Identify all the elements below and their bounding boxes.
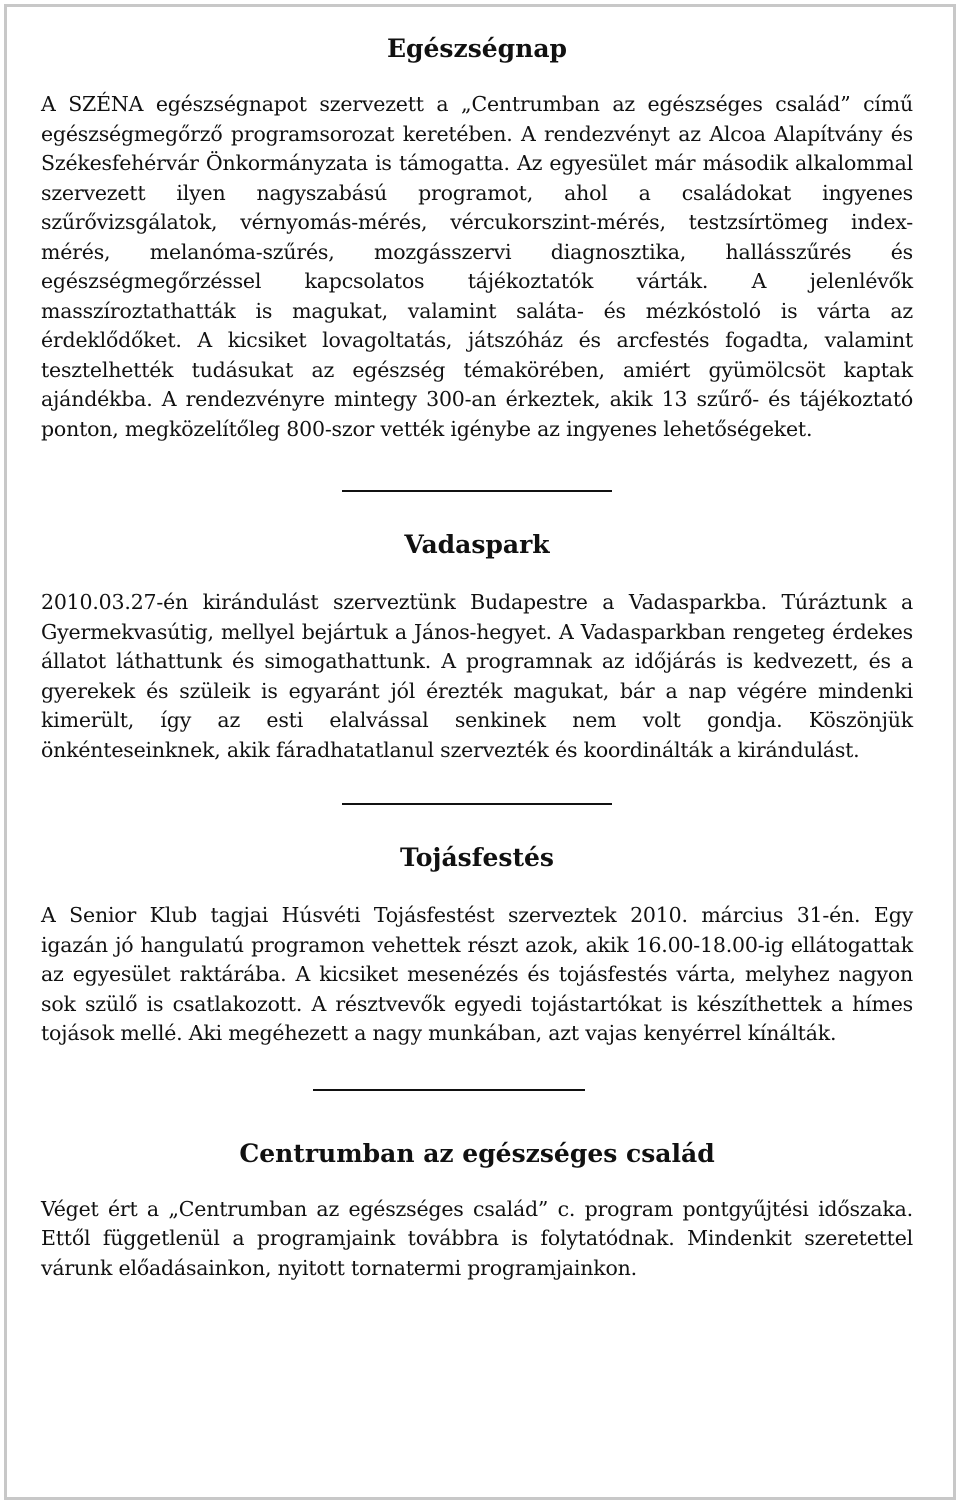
section-title-tojasfestes: Tojásfestés xyxy=(400,843,554,872)
section-title-egeszsegnap: Egészségnap xyxy=(386,34,568,63)
section-divider xyxy=(342,803,612,805)
section-body-tojasfestes: A Senior Klub tagjai Húsvéti Tojásfestést szerveztek 2010. március 31-én. Egy igazán jó hangulatú programon vehettek részt azok, akik 16.00-18.00-ig ellátogattak az egyesület raktárába. A kicsiket mesenézés és tojásfestés várta, melyhez nagyon sok szülő is csatlakozott. A résztvevők egyedi tojástartókat is készíthettek a hímes tojások mellé. Aki megéhezett a nagy munkában, azt vajas kenyérrel kínálták. xyxy=(41,903,913,1045)
section-title-vadaspark: Vadaspark xyxy=(404,530,550,559)
section-title-centrumban: Centrumban az egészséges család xyxy=(239,1138,715,1168)
section-body-centrumban: Véget ért a „Centrumban az egészséges család” c. program pontgyűjtési időszaka. Ettől függetlenül a programjaink továbbra is folytatódnak. Mindenkit szeretettel várunk előadásainkon, nyitott tornatermi programjainkon. xyxy=(41,1196,913,1280)
newsletter-content xyxy=(41,24,913,1283)
section-divider xyxy=(313,1089,585,1091)
section-body-vadaspark: 2010.03.27-én kirándulást szerveztünk Budapestre a Vadasparkba. Túráztunk a Gyermekvasútig, mellyel bejártuk a János-hegyet. A Vadasparkban rengeteg érdekes állatot láthattunk és simogathattunk. A programnak az időjárás is kedvezett, és a gyerekek és szüleik is egyaránt jól érezték magukat, bár a nap végére mindenki kimerült, így az esti elalvással senkinek nem volt gondja. Köszönjük önkénteseinknek, akik fáradhatatlanul szervezték és koordinálták a kirándulást. xyxy=(41,590,913,762)
section-divider xyxy=(342,490,612,492)
section-body-egeszsegnap: A SZÉNA egészségnapot szervezett a „Centrumban az egészséges család” című egészségmegőrző programsorozat keretében. A rendezvényt az Alcoa Alapítvány és Székesfehérvár Önkormányzata is támogatta. Az egyesület már második alkalommal szervezett ilyen nagyszabású programot, ahol a családokat ingyenes szűrővizsgálatok, vérnyomás-mérés, vércukorszint-mérés, testzsírtömeg index-mérés, melanóma-szűrés, mozgásszervi diagnosztika, hallásszűrés és egészségmegőrzéssel kapcsolatos tájékoztatók várták. A jelenlévők masszíroztathatták is magukat, valamint saláta- és mézkóstoló is várta az érdeklődőket. A kicsiket lovagoltatás, játszóház és arcfestés fogadta, valamint tesztelhették tudásukat az egészség témakörében, amiért gyümölcsöt kaptak ajándékba. A rendezvényre mintegy 300-an érkeztek, akik 13 szűrő- és tájékoztató ponton, megközelítőleg 800-szor vették igénybe az ingyenes lehetőségeket. xyxy=(41,92,913,441)
